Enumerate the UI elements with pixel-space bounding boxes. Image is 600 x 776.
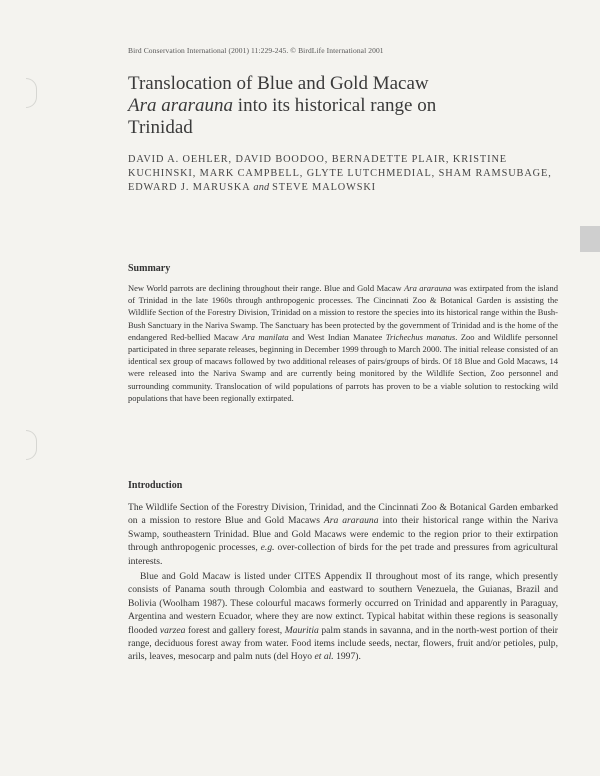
intro-p2-varzea: varzea bbox=[159, 624, 186, 636]
intro-p1-text-a: The Wildlife Section of the Forestry Division, Trinidad, and the Cincinnati Zoo & Botanical Garden embarked on a mission to restore Blue and Gold Macaws bbox=[128, 502, 558, 527]
intro-p1-species: Ara ararauna bbox=[323, 515, 379, 527]
summary-species-2: Ara manilata bbox=[242, 331, 289, 342]
summary-text-4: . Zoo and Wildlife personnel participated in three separate releases, beginning in December 1999 through to March 2000. The initial release consisted of an identical sex group of macaws followed by two additional releases of pairs/groups of birds. Of 18 Blue and Gold Macaws, 14 were released into the Nariva Swamp and are currently being monitored by the Wildlife Section, Zoo personnel and surrounding community. Translocation of wild populations of parrots has proven to be a viable solution to restocking wild populations that have been regionally extirpated. bbox=[128, 331, 558, 403]
scan-edge-marker bbox=[580, 226, 600, 252]
introduction-heading: Introduction bbox=[128, 480, 183, 491]
running-head: Bird Conservation International (2001) 11:229-245. © BirdLife International 2001 bbox=[128, 46, 384, 55]
intro-paragraph-2 bbox=[128, 570, 558, 664]
intro-p2-etal: et al. bbox=[314, 651, 334, 663]
intro-p2-mauritia: Mauritia bbox=[284, 624, 319, 636]
summary-heading: Summary bbox=[128, 263, 171, 274]
summary-text-2: was extirpated from the island of Trinidad in the late 1960s through anthropogenic processes. The Cincinnati Zoo & Botanical Garden is assisting the Wildlife Section of the Forestry Division, Trinidad on a mission to restore the species into its historical range within the Bush-Bush Sanctuary in the Nariva Swamp. The Sanctuary has been protected by the government of Trinidad and is the home of the endangered Red-bellied Macaw bbox=[128, 283, 558, 342]
intro-p2-text-d: 1997). bbox=[333, 651, 361, 663]
intro-p1-eg: e.g. bbox=[260, 542, 275, 554]
summary-text-3: and West Indian Manatee bbox=[288, 331, 386, 342]
binding-hole-top bbox=[26, 78, 37, 108]
article-title bbox=[128, 73, 568, 139]
intro-paragraph-1 bbox=[128, 501, 558, 568]
title-line-1: Translocation of Blue and Gold Macaw bbox=[128, 73, 429, 94]
author-names: DAVID A. OEHLER, DAVID BOODOO, BERNADETTE PLAIR, KRISTINE KUCHINSKI, MARK CAMPBELL, GLYTE LUTCHMEDIAL, SHAM RAMSUBAGE, EDWARD J. MARUSKA bbox=[128, 154, 552, 193]
binding-hole-bottom bbox=[26, 430, 37, 460]
intro-p2-text-c: palm stands in savanna, and in the north-west portion of their range, deciduous forest away from water. Food items include seeds, nectar, flowers, fruit and/or petioles, pulp, arils, leaves, mesocarp and palm nuts (del Hoyo bbox=[128, 624, 558, 663]
title-line-2: into its historical range on bbox=[233, 95, 437, 116]
intro-p2-text-b: forest and gallery forest, bbox=[185, 624, 285, 636]
summary-paragraph bbox=[128, 282, 558, 404]
author-list bbox=[128, 153, 558, 195]
author-last: STEVE MALOWSKI bbox=[272, 182, 377, 193]
title-line-3: Trinidad bbox=[128, 117, 193, 138]
title-species: Ara ararauna bbox=[128, 95, 234, 116]
author-and: and bbox=[250, 182, 273, 193]
summary-species-3: Trichechus manatus bbox=[385, 331, 456, 342]
intro-p2-text-a: Blue and Gold Macaw is listed under CITES Appendix II throughout most of its range, which presently consists of Panama south through Colombia and eastward to southern Venezuela, the Guianas, Brazil and Bolivia (Woolham 1987). These colourful macaws formerly occurred on Trinidad and apparently in Paraguay, Argentina and western Ecuador, where they are now extinct. Typical habitat within these regions is seasonally flooded bbox=[128, 571, 558, 636]
summary-text-1: New World parrots are declining throughout their range. Blue and Gold Macaw bbox=[128, 283, 405, 293]
intro-p1-text-c: over-collection of birds for the pet trade and pressures from agricultural interests. bbox=[128, 542, 558, 567]
intro-p1-text-b: into their historical range within the Nariva Swamp, southeastern Trinidad. Blue and Gold Macaws were endemic to the region prior to their extirpation through anthropogenic processes, bbox=[128, 515, 558, 554]
summary-species-1: Ara ararauna bbox=[404, 283, 452, 293]
